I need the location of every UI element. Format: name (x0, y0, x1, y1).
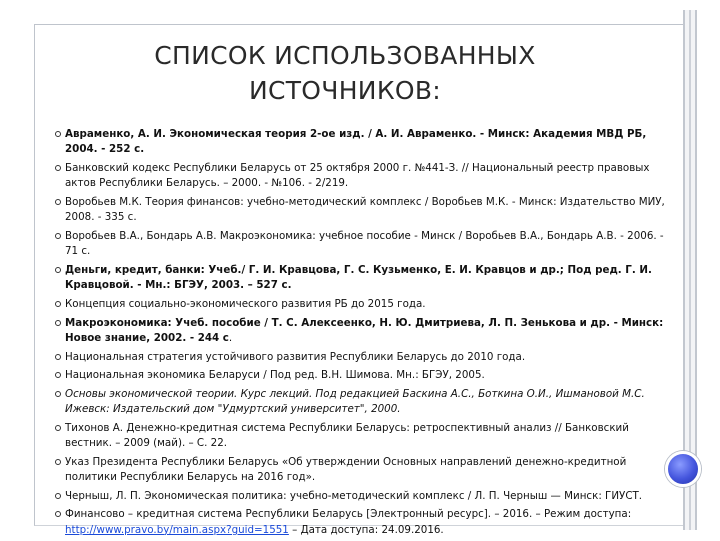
bullet-icon (55, 199, 61, 205)
list-item: Воробьев М.К. Теория финансов: учебно-методический комплекс / Воробьев М.К. - Минск: Издательство МИУ, 2008. - 335 с. (56, 195, 676, 226)
list-item: Макроэкономика: Учеб. пособие / Т. С. Алексеенко, Н. Ю. Дмитриева, Л. П. Зенькова и др. - Минск: Новое знание, 2002. - 244 с. (56, 316, 676, 347)
list-item: Авраменко, А. И. Экономическая теория 2-ое изд. / А. И. Авраменко. - Минск: Академия МВД РБ, 2004. - 252 с. (56, 127, 676, 158)
bullet-icon (55, 459, 61, 465)
title-line-2: ИСТОЧНИКОВ: (248, 76, 442, 105)
bullet-icon (55, 372, 61, 378)
list-item: Национальная стратегия устойчивого развития Республики Беларусь до 2010 года. (56, 350, 676, 365)
source-link[interactable]: http://www.pravo.by/main.aspx?guid=1551 (65, 523, 289, 536)
bullet-icon (55, 233, 61, 239)
list-item: Указ Президента Республики Беларусь «Об утверждении Основных направлений денежно-кредитной политики Республики Беларусь на 2016 год». (56, 455, 676, 486)
list-item: Финансово – кредитная система Республики Беларусь [Электронный ресурс]. – 2016. – Режим доступа: http://www.pravo.by/main.aspx?guid=1551 – Дата доступа: 24.09.2016. (56, 507, 676, 538)
list-item: Основы экономической теории. Курс лекций. Под редакцией Баскина А.С., Боткина О.И., Ишмановой М.С. Ижевск: Издательский дом "Удмуртский университет", 2000. (56, 387, 676, 418)
list-item: Черныш, Л. П. Экономическая политика: учебно-методический комплекс / Л. П. Черныш — Минск: ГИУСТ. (56, 489, 676, 504)
list-item: Тихонов А. Денежно-кредитная система Республики Беларусь: ретроспективный анализ // Банковский вестник. – 2009 (май). – С. 22. (56, 421, 676, 452)
bullet-icon (55, 267, 61, 273)
bullet-icon (55, 354, 61, 360)
list-item: Воробьев В.А., Бондарь А.В. Макроэкономика: учебное пособие - Минск / Воробьев В.А., Бондарь А.В. - 2006. - 71 с. (56, 229, 676, 260)
bullet-icon (55, 425, 61, 431)
bullet-icon (55, 165, 61, 171)
list-item: Национальная экономика Беларуси / Под ред. В.Н. Шимова. Мн.: БГЭУ, 2005. (56, 368, 676, 383)
list-item: Концепция социально-экономического развития РБ до 2015 года. (56, 297, 676, 312)
title-line-1: СПИСОК ИСПОЛЬЗОВАННЫХ (154, 41, 536, 70)
list-item: Деньги, кредит, банки: Учеб./ Г. И. Кравцова, Г. С. Кузьменко, Е. И. Кравцов и др.; Под ред. Г. И. Кравцовой. - Мн.: БГЭУ, 2003. – 527 с. (56, 263, 676, 294)
bullet-icon (55, 511, 61, 517)
bullet-icon (55, 301, 61, 307)
sources-list (56, 127, 676, 541)
bullet-icon (55, 320, 61, 326)
bullet-icon (55, 131, 61, 137)
bullet-icon (55, 391, 61, 397)
bullet-icon (55, 493, 61, 499)
slide-title (60, 38, 630, 108)
list-item: Банковский кодекс Республики Беларусь от 25 октября 2000 г. №441-З. // Национальный реестр правовых актов Республики Беларусь. – 2000. - №106. - 2/219. (56, 161, 676, 192)
